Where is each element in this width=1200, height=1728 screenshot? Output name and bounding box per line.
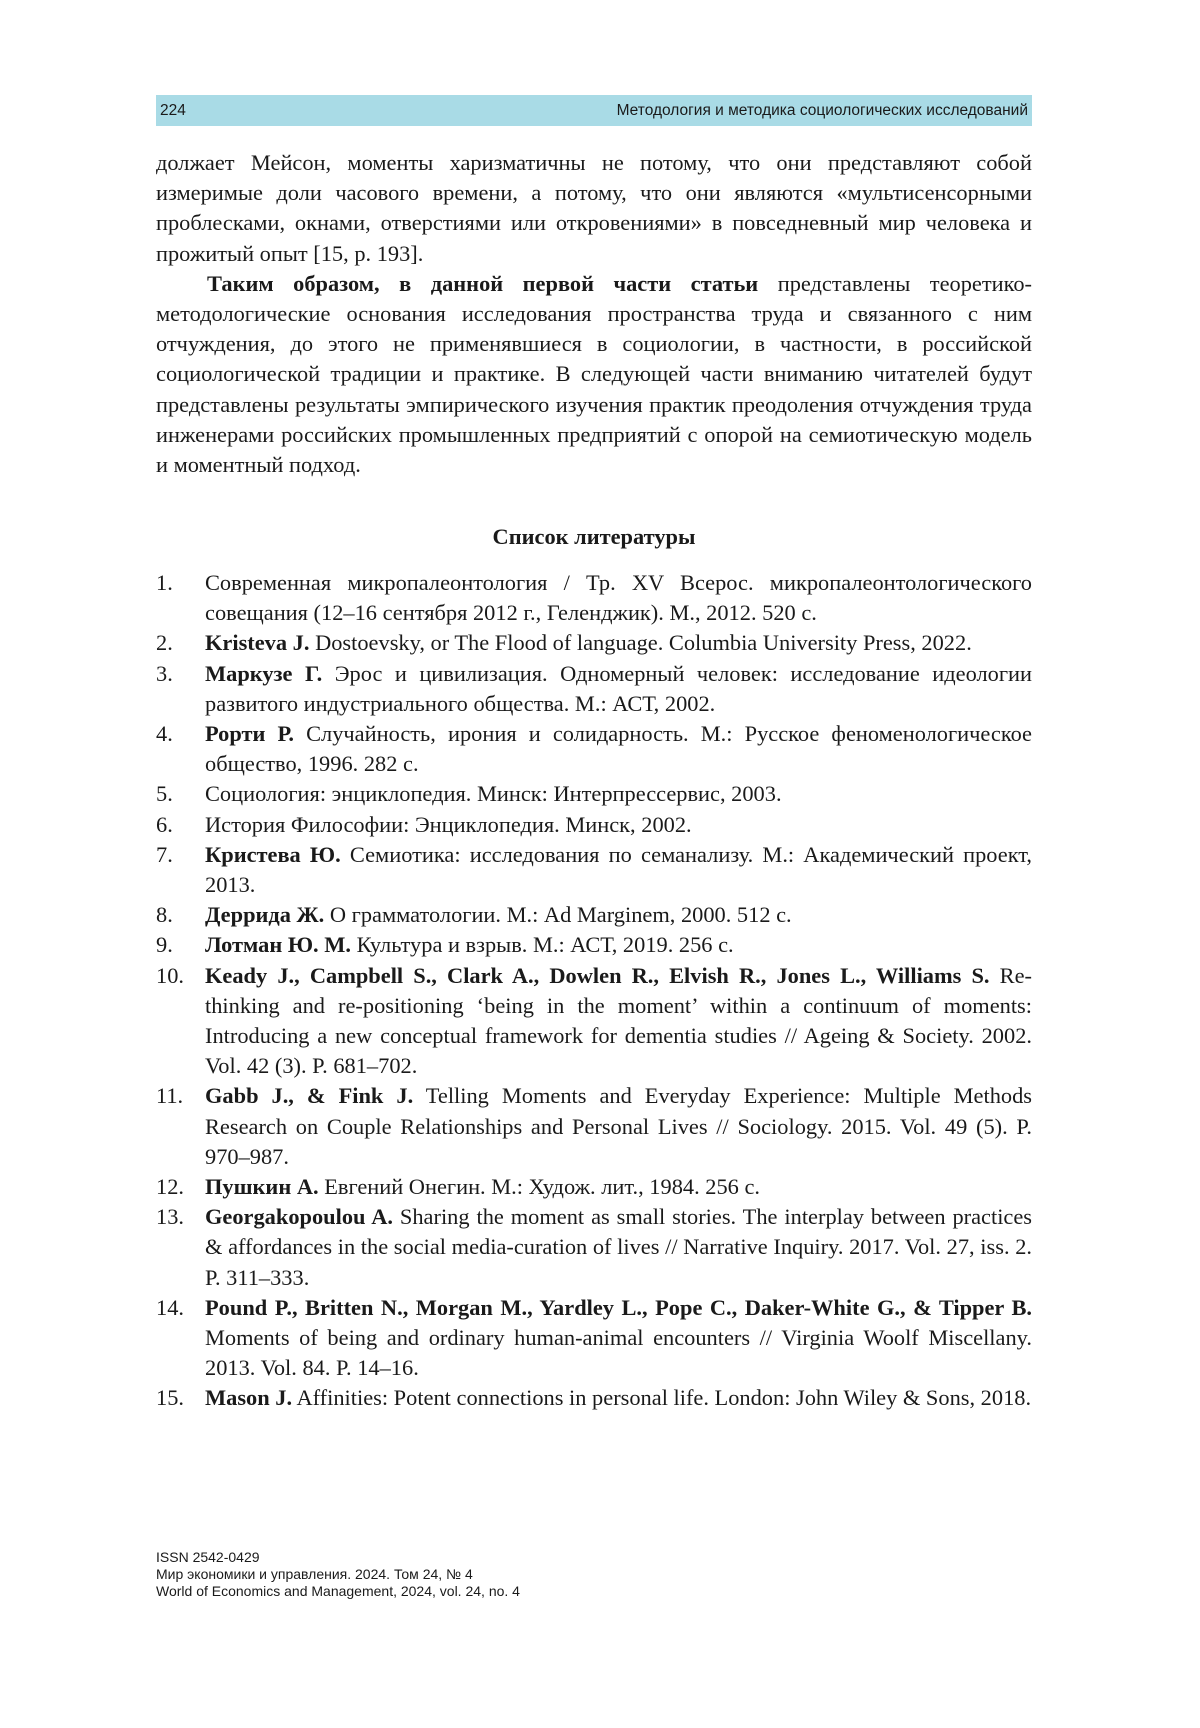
reference-text: Dostoevsky, or The Flood of language. Columbia University Press, 2022. xyxy=(309,630,972,656)
running-title: Методология и методика социологических исследований xyxy=(616,101,1028,119)
reference-number: 14. xyxy=(156,1294,184,1320)
reference-number: 10. xyxy=(156,962,184,988)
reference-item xyxy=(156,900,1032,930)
reference-number: 7. xyxy=(156,841,173,867)
reference-item xyxy=(156,628,1032,658)
paragraph-lead-bold: Таким образом, в данной первой части статьи xyxy=(207,270,759,296)
reference-text: Telling Moments and Everyday Experience: Multiple Methods Research on Couple Relationships and Personal Lives // Sociology. 2015. Vol. 49 (5). P. 970–987. xyxy=(205,1083,1032,1169)
reference-number: 3. xyxy=(156,660,173,686)
reference-item xyxy=(156,1202,1032,1293)
reference-author: Пушкин А. xyxy=(205,1174,319,1200)
reference-text: Affinities: Potent connections in personal life. London: John Wiley & Sons, 2018. xyxy=(292,1385,1032,1411)
reference-item xyxy=(156,1383,1032,1413)
reference-number: 11. xyxy=(156,1083,184,1109)
reference-item xyxy=(156,719,1032,779)
body-text xyxy=(156,148,1032,480)
reference-number: 1. xyxy=(156,570,173,595)
reference-item xyxy=(156,779,1032,809)
reference-number: 12. xyxy=(156,1174,184,1200)
reference-text: Культура и взрыв. М.: АСТ, 2019. 256 с. xyxy=(350,932,734,958)
reference-text: Современная микропалеонтология / Тр. XV Всерос. микропалеонтологического совещания (12–16 сентября 2012 г., Геленджик). М., 2012. 520 с. xyxy=(205,570,1032,626)
references-title: Список литературы xyxy=(492,524,696,549)
reference-author: Georgakopoulou A. xyxy=(205,1204,393,1230)
paragraph-text: представлены теоретико-методологические основания исследования пространства труда и связанного с ним отчуждения, до этого не применявшиеся в социологии, в частности, в российской социологической традиции и практике. В следующей части вниманию читателей будут представлены результаты эмпирического изучения практик преодоления отчуждения труда инженерами российских промышленных предприятий с опорой на семиотическую модель и моментный подход. xyxy=(156,270,1032,478)
reference-item xyxy=(156,840,1032,900)
reference-author: Кристева Ю. xyxy=(205,841,341,867)
reference-author: Mason J. xyxy=(205,1385,293,1411)
reference-number: 2. xyxy=(156,630,173,656)
reference-author: Kristeva J. xyxy=(205,630,310,656)
reference-text: Семиотика: исследования по семанализу. М.: Академический проект, 2013. xyxy=(205,841,1032,898)
reference-number: 4. xyxy=(156,721,173,747)
journal-title-ru: Мир экономики и управления. 2024. Том 24, № 4 xyxy=(156,1566,473,1582)
reference-text: О грамматологии. М.: Ad Marginem, 2000. 512 с. xyxy=(324,902,792,928)
reference-item xyxy=(156,659,1032,719)
page-number: 224 xyxy=(160,101,186,119)
reference-author: Pound P., Britten N., Morgan M., Yardley L., Pope C., Daker-White G., & Tipper B. xyxy=(205,1294,1032,1320)
paragraph xyxy=(156,269,1032,480)
reference-text: Sharing the moment as small stories. The interplay between practices & affordances in the social media-curation of lives // Narrative Inquiry. 2017. Vol. 27, iss. 2. P. 311–333. xyxy=(205,1204,1033,1290)
reference-item xyxy=(156,1081,1032,1172)
issn: ISSN 2542-0429 xyxy=(156,1549,260,1565)
reference-text: История Философии: Энциклопедия. Минск, 2002. xyxy=(205,811,692,837)
running-header xyxy=(156,95,1032,126)
reference-item xyxy=(156,568,1032,628)
reference-number: 6. xyxy=(156,811,173,837)
reference-author: Рорти Р. xyxy=(205,721,294,747)
reference-text: Re-thinking and re-positioning ‘being in the moment’ within a continuum of moments: Introducing a new conceptual framework for dementia studies // Ageing & Society. 2002. Vol. 42 (3). P. 681–702. xyxy=(205,962,1032,1079)
reference-number: 8. xyxy=(156,902,173,928)
reference-text: Эрос и цивилизация. Одномерный человек: исследование идеологии развитого индустриального общества. М.: АСТ, 2002. xyxy=(205,660,1032,716)
reference-author: Деррида Ж. xyxy=(205,902,325,928)
reference-item xyxy=(156,961,1032,1082)
reference-text: Случайность, ирония и солидарность. М.: Русское феноменологическое общество, 1996. 282 с. xyxy=(205,721,1032,777)
reference-author: Маркузе Г. xyxy=(205,660,323,686)
reference-text: Moments of being and ordinary human-animal encounters // Virginia Woolf Miscellany. 2013. Vol. 84. P. 14–16. xyxy=(205,1325,1032,1381)
paragraph: должает Мейсон, моменты харизматичны не потому, что они представляют собой измеримые доли часового времени, а потому, что они являются «мультисенсорными проблесками, окнами, отверстиями или откровениями» в повседневный мир человека и прожитый опыт [15, p. 193]. xyxy=(156,150,1032,266)
journal-title-en: World of Economics and Management, 2024, vol. 24, no. 4 xyxy=(156,1583,520,1599)
reference-item xyxy=(156,810,1032,840)
reference-author: Gabb J., & Fink J. xyxy=(205,1083,414,1109)
reference-number: 5. xyxy=(156,781,173,807)
reference-number: 15. xyxy=(156,1385,184,1411)
reference-text: Социология: энциклопедия. Минск: Интерпрессервис, 2003. xyxy=(205,781,782,807)
reference-number: 13. xyxy=(156,1204,184,1230)
reference-text: Евгений Онегин. М.: Худож. лит., 1984. 256 с. xyxy=(318,1174,760,1200)
reference-number: 9. xyxy=(156,932,173,958)
reference-author: Лотман Ю. М. xyxy=(205,932,351,958)
reference-item xyxy=(156,1293,1032,1384)
reference-author: Keady J., Campbell S., Clark A., Dowlen R., Elvish R., Jones L., Williams S. xyxy=(205,962,990,988)
reference-item xyxy=(156,930,1032,960)
references-list xyxy=(156,568,1032,1414)
reference-item xyxy=(156,1172,1032,1202)
page-footer xyxy=(156,1549,856,1600)
